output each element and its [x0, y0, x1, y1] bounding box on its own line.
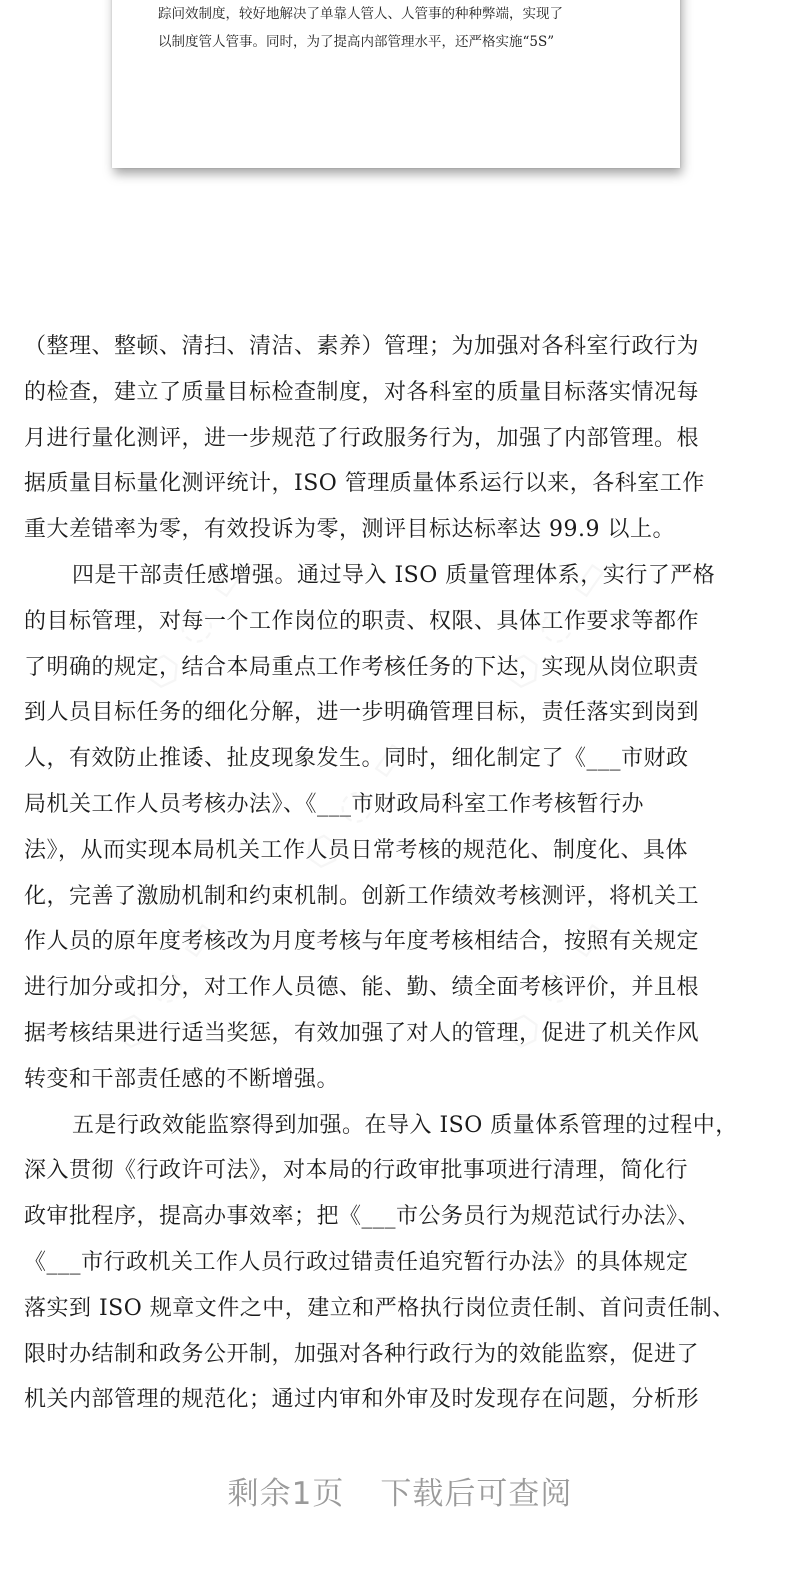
- watermark: ⬡ ◌ ▭: [293, 727, 420, 879]
- watermark: ⬡ ◌ ▭: [493, 547, 620, 699]
- preview-card-text: [158, 0, 638, 56]
- paragraph-start-line: 五是行政效能监察得到加强。在导入 ISO 质量体系管理的过程中，: [72, 1112, 738, 1138]
- text-line: （整理、整顿、清扫、清洁、素养）管理；为加强对各科室行政行为: [24, 334, 700, 359]
- watermark: ⬡ ◌ ▭: [103, 907, 230, 1059]
- preview-page-card: [112, 0, 680, 168]
- text-line: 人，有效防止推诿、扯皮现象发生。同时，细化制定了《___市财政: [24, 746, 689, 772]
- card-line: 以制度管人管事。同时，为了提高内部管理水平，还严格实施“5S”: [158, 34, 555, 50]
- text-line: 法》，从而实现本局机关工作人员日常考核的规范化、制度化、具体: [24, 837, 689, 863]
- text-line: 深入贯彻《行政许可法》，对本局的行政审批事项进行清理，简化行: [24, 1158, 689, 1184]
- download-notice[interactable]: [0, 1468, 800, 1513]
- watermark: ⬡ ◌ ▭: [493, 907, 620, 1059]
- watermark: ⬡ ◌ ▭: [133, 547, 260, 699]
- text-line: 据质量目标量化测评统计，ISO 管理质量体系运行以来，各科室工作: [24, 471, 705, 497]
- text-line: 进行加分或扣分，对工作人员德、能、勤、绩全面考核评价，并且根: [24, 975, 700, 1001]
- text-line: 重大差错率为零，有效投诉为零，测评目标达标率达 99.9 以上。: [24, 517, 675, 543]
- card-line: 踪问效制度，较好地解决了单靠人管人、人管事的种种弊端，实现了: [158, 6, 563, 22]
- text-line: 了明确的规定，结合本局重点工作考核任务的下达，实现从岗位职责: [24, 654, 700, 680]
- paragraph-start-line: 四是干部责任感增强。通过导入 ISO 质量管理体系，实行了严格: [72, 562, 716, 588]
- remaining-pages-label: 剩余1页: [227, 1476, 345, 1512]
- text-line: 局机关工作人员考核办法》、《___市财政局科室工作考核暂行办: [24, 791, 645, 817]
- text-line: 的目标管理，对每一个工作岗位的职责、权限、具体工作要求等都作: [24, 608, 700, 634]
- download-hint-label: 下载后可查阅: [380, 1476, 573, 1512]
- text-line: 化，完善了激励机制和约束机制。创新工作绩效考核测评，将机关工: [24, 883, 700, 909]
- text-line: 转变和干部责任感的不断增强。: [24, 1066, 340, 1092]
- text-line: 作人员的原年度考核改为月度考核与年度考核相结合，按照有关规定: [24, 929, 700, 955]
- text-line: 机关内部管理的规范化；通过内审和外审及时发现存在问题，分析形: [24, 1387, 700, 1413]
- text-line: 到人员目标任务的细化分解，进一步明确管理目标，责任落实到岗到: [24, 700, 700, 726]
- text-line: 限时办结制和政务公开制，加强对各种行政行为的效能监察，促进了: [24, 1341, 700, 1367]
- text-line: 政审批程序，提高办事效率；把《___市公务员行为规范试行办法》、: [24, 1204, 701, 1230]
- text-line: 《___市行政机关工作人员行政过错责任追究暂行办法》的具体规定: [24, 1249, 689, 1275]
- text-line: 月进行量化测评，进一步规范了行政服务行为，加强了内部管理。根: [24, 425, 700, 451]
- text-line: 的检查，建立了质量目标检查制度，对各科室的质量目标落实情况每: [24, 379, 700, 405]
- text-line: 据考核结果进行适当奖惩，有效加强了对人的管理，促进了机关作风: [24, 1020, 700, 1046]
- document-body: [24, 324, 794, 1423]
- text-line: 落实到 ISO 规章文件之中，建立和严格执行岗位责任制、首问责任制、: [24, 1295, 735, 1321]
